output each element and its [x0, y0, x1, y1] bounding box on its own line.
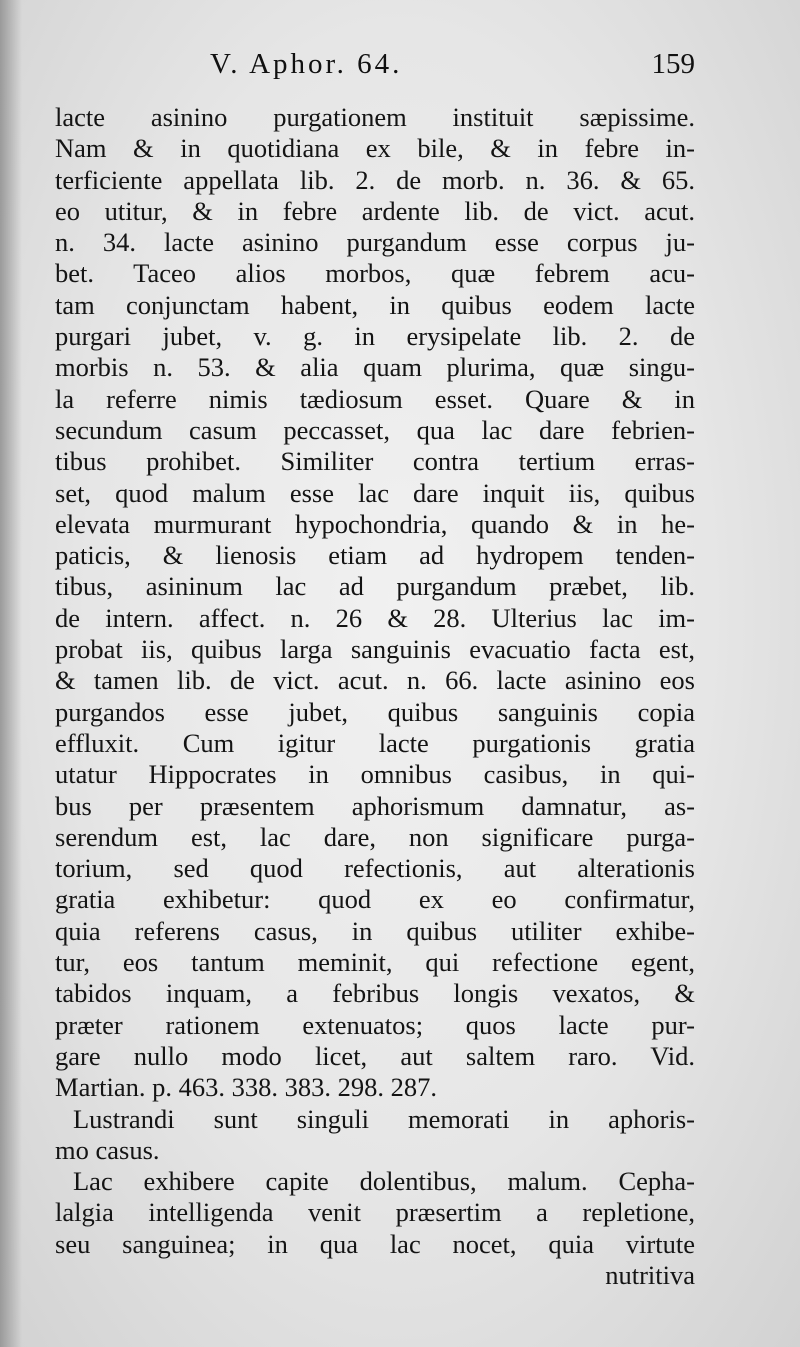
text-line: purgandos esse jubet, quibus sanguinis copia	[55, 696, 695, 727]
text-line: lacte asinino purgationem instituit sæpissime.	[55, 102, 695, 132]
page-number: 159	[651, 48, 695, 80]
text-line: gare nullo modo licet, aut saltem raro. Vid.	[55, 1040, 695, 1071]
text-line: tam conjunctam habent, in quibus eodem lacte	[55, 289, 695, 320]
catchword: nutritiva	[605, 1259, 695, 1290]
text-line: Lac exhibere capite dolentibus, malum. Cepha-	[73, 1166, 695, 1197]
text-line: mo casus.	[55, 1134, 160, 1165]
text-line: gratia exhibetur: quod ex eo confirmatur,	[55, 884, 695, 915]
text-line: morbis n. 53. & alia quam plurima, quæ singu-	[55, 352, 695, 383]
text-line: secundum casum peccasset, qua lac dare febrien-	[55, 414, 695, 445]
page-header	[55, 48, 695, 92]
text-line: paticis, & lienosis etiam ad hydropem tenden-	[55, 540, 695, 571]
text-line: torium, sed quod refectionis, aut alterationis	[55, 853, 695, 884]
text-line: n. 34. lacte asinino purgandum esse corpus ju-	[55, 227, 695, 258]
text-line: bet. Taceo alios morbos, quæ febrem acu-	[55, 258, 695, 289]
page-gutter-shadow	[0, 0, 22, 1347]
text-line: elevata murmurant hypochondria, quando & in he-	[55, 508, 695, 539]
text-line: bus per præsentem aphorismum damnatur, as-	[55, 790, 695, 821]
text-line: Martian. p. 463. 338. 383. 298. 287.	[55, 1072, 438, 1103]
body-text	[55, 102, 695, 1291]
text-line: utatur Hippocrates in omnibus casibus, in qui-	[55, 759, 695, 790]
text-line: effluxit. Cum igitur lacte purgationis gratia	[55, 727, 695, 758]
text-line: tibus prohibet. Similiter contra tertium erras-	[55, 446, 695, 477]
text-line: terficiente appellata lib. 2. de morb. n. 36. & 65.	[55, 164, 695, 195]
text-line: tabidos inquam, a febribus longis vexatos, &	[55, 978, 695, 1009]
text-line: purgari jubet, v. g. in erysipelate lib. 2. de	[55, 321, 695, 352]
text-line: tur, eos tantum meminit, qui refectione egent,	[55, 947, 695, 978]
text-line: probat iis, quibus larga sanguinis evacuatio facta est,	[55, 634, 695, 665]
text-line: tibus, asininum lac ad purgandum præbet, lib.	[55, 571, 695, 602]
text-line: præter rationem extenuatos; quos lacte pur-	[55, 1009, 695, 1040]
text-line: de intern. affect. n. 26 & 28. Ulterius lac im-	[55, 602, 695, 633]
text-line: serendum est, lac dare, non significare purga-	[55, 821, 695, 852]
text-line: quia referens casus, in quibus utiliter exhibe-	[55, 915, 695, 946]
text-line: Lustrandi sunt singuli memorati in aphoris-	[73, 1103, 695, 1134]
text-line: eo utitur, & in febre ardente lib. de vict. acut.	[55, 195, 695, 226]
text-line: la referre nimis tædiosum esset. Quare & in	[55, 383, 695, 414]
text-line: Nam & in quotidiana ex bile, & in febre in-	[55, 133, 695, 164]
text-line: seu sanguinea; in qua lac nocet, quia virtute	[55, 1228, 695, 1259]
text-line: lalgia intelligenda venit præsertim a repletione,	[55, 1197, 695, 1228]
text-line: & tamen lib. de vict. acut. n. 66. lacte asinino eos	[55, 665, 695, 696]
running-title: V. Aphor. 64.	[210, 48, 403, 80]
text-line: set, quod malum esse lac dare inquit iis, quibus	[55, 477, 695, 508]
